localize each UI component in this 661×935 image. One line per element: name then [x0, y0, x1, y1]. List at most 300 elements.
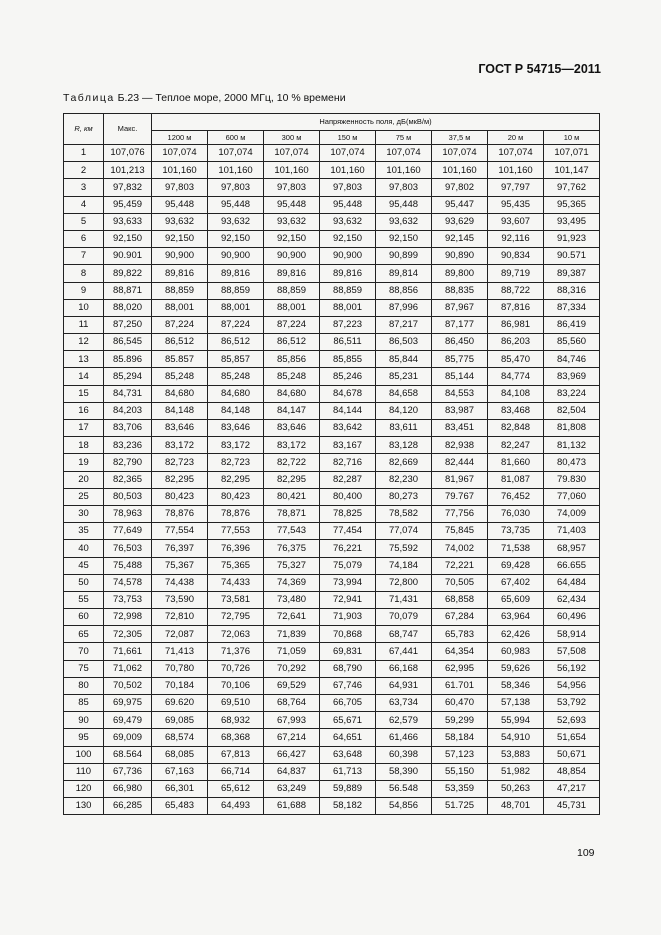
distance-cell: 8 — [64, 265, 104, 282]
value-cell: 71,376 — [208, 643, 264, 660]
value-cell: 75,079 — [320, 557, 376, 574]
value-cell: 86,503 — [376, 334, 432, 351]
value-cell: 57,138 — [488, 695, 544, 712]
value-cell: 75,488 — [104, 557, 152, 574]
column-header-max: Макс. — [104, 114, 152, 145]
value-cell: 82,938 — [432, 437, 488, 454]
value-cell: 80,273 — [376, 488, 432, 505]
value-cell: 85,231 — [376, 368, 432, 385]
value-cell: 86,512 — [152, 334, 208, 351]
value-cell: 82,723 — [152, 454, 208, 471]
value-cell: 81,132 — [544, 437, 600, 454]
table-row — [64, 420, 600, 437]
value-cell: 69,831 — [320, 643, 376, 660]
value-cell: 74,002 — [432, 540, 488, 557]
value-cell: 64,493 — [208, 798, 264, 815]
value-cell: 67,441 — [376, 643, 432, 660]
value-cell: 101,160 — [208, 162, 264, 179]
value-cell: 80,423 — [208, 488, 264, 505]
value-cell: 68,957 — [544, 540, 600, 557]
distance-cell: 50 — [64, 574, 104, 591]
value-cell: 85,248 — [208, 368, 264, 385]
value-cell: 70,726 — [208, 660, 264, 677]
value-cell: 51.725 — [432, 798, 488, 815]
distance-cell: 14 — [64, 368, 104, 385]
distance-cell: 70 — [64, 643, 104, 660]
value-cell: 93,495 — [544, 213, 600, 230]
value-cell: 86,512 — [208, 334, 264, 351]
value-cell: 84,148 — [208, 402, 264, 419]
value-cell: 82,723 — [208, 454, 264, 471]
value-cell: 67,284 — [432, 609, 488, 626]
value-cell: 63,648 — [320, 746, 376, 763]
value-cell: 83,236 — [104, 437, 152, 454]
value-cell: 85,857 — [208, 351, 264, 368]
value-cell: 62,579 — [376, 712, 432, 729]
value-cell: 107,074 — [376, 145, 432, 162]
value-cell: 58,914 — [544, 626, 600, 643]
value-cell: 77,554 — [152, 523, 208, 540]
value-cell: 73,994 — [320, 574, 376, 591]
value-cell: 47,217 — [544, 780, 600, 797]
value-cell: 84,553 — [432, 385, 488, 402]
distance-cell: 15 — [64, 385, 104, 402]
distance-cell: 75 — [64, 660, 104, 677]
value-cell: 75,845 — [432, 523, 488, 540]
value-cell: 68.564 — [104, 746, 152, 763]
value-cell: 71,062 — [104, 660, 152, 677]
distance-cell: 2 — [64, 162, 104, 179]
distance-cell: 60 — [64, 609, 104, 626]
value-cell: 68,932 — [208, 712, 264, 729]
table-row — [64, 402, 600, 419]
table-row — [64, 729, 600, 746]
value-cell: 93,632 — [376, 213, 432, 230]
distance-cell: 20 — [64, 471, 104, 488]
table-row — [64, 557, 600, 574]
value-cell: 66.655 — [544, 557, 600, 574]
value-cell: 83,706 — [104, 420, 152, 437]
value-cell: 89,800 — [432, 265, 488, 282]
value-cell: 64,651 — [320, 729, 376, 746]
distance-cell: 5 — [64, 213, 104, 230]
value-cell: 74,438 — [152, 574, 208, 591]
value-cell: 74,369 — [264, 574, 320, 591]
value-cell: 64,484 — [544, 574, 600, 591]
value-cell: 59,889 — [320, 780, 376, 797]
column-group-header: Напряженность поля, дБ(мкВ/м) — [152, 114, 600, 131]
value-cell: 73,480 — [264, 591, 320, 608]
value-cell: 97,803 — [264, 179, 320, 196]
value-cell: 92,145 — [432, 230, 488, 247]
value-cell: 89,816 — [208, 265, 264, 282]
value-cell: 82,722 — [264, 454, 320, 471]
value-cell: 85,470 — [488, 351, 544, 368]
value-cell: 92,150 — [264, 230, 320, 247]
table-row — [64, 505, 600, 522]
value-cell: 97,803 — [152, 179, 208, 196]
value-cell: 88,835 — [432, 282, 488, 299]
value-cell: 66,168 — [376, 660, 432, 677]
value-cell: 75,367 — [152, 557, 208, 574]
value-cell: 107,074 — [264, 145, 320, 162]
table-row — [64, 746, 600, 763]
distance-cell: 12 — [64, 334, 104, 351]
table-row — [64, 540, 600, 557]
value-cell: 63,964 — [488, 609, 544, 626]
value-cell: 67,993 — [264, 712, 320, 729]
distance-cell: 35 — [64, 523, 104, 540]
value-cell: 85,560 — [544, 334, 600, 351]
value-cell: 85,248 — [264, 368, 320, 385]
distance-cell: 18 — [64, 437, 104, 454]
value-cell: 85.857 — [152, 351, 208, 368]
value-cell: 90.571 — [544, 248, 600, 265]
value-cell: 80,473 — [544, 454, 600, 471]
value-cell: 85,294 — [104, 368, 152, 385]
value-cell: 87,224 — [264, 316, 320, 333]
value-cell: 72,795 — [208, 609, 264, 626]
value-cell: 86,450 — [432, 334, 488, 351]
value-cell: 92,150 — [376, 230, 432, 247]
value-cell: 97,803 — [376, 179, 432, 196]
distance-cell: 19 — [64, 454, 104, 471]
value-cell: 68,368 — [208, 729, 264, 746]
value-cell: 95,459 — [104, 196, 152, 213]
height-header: 37,5 м — [432, 131, 488, 145]
value-cell: 95,448 — [152, 196, 208, 213]
value-cell: 74,009 — [544, 505, 600, 522]
value-cell: 62,434 — [544, 591, 600, 608]
value-cell: 58,346 — [488, 677, 544, 694]
value-cell: 83,172 — [264, 437, 320, 454]
table-row — [64, 213, 600, 230]
value-cell: 64,354 — [432, 643, 488, 660]
value-cell: 85,144 — [432, 368, 488, 385]
value-cell: 77,060 — [544, 488, 600, 505]
value-cell: 83,468 — [488, 402, 544, 419]
value-cell: 45,731 — [544, 798, 600, 815]
value-cell: 75,327 — [264, 557, 320, 574]
value-cell: 70,868 — [320, 626, 376, 643]
value-cell: 71,403 — [544, 523, 600, 540]
value-cell: 72,941 — [320, 591, 376, 608]
value-cell: 95,448 — [320, 196, 376, 213]
value-cell: 72,063 — [208, 626, 264, 643]
distance-cell: 40 — [64, 540, 104, 557]
value-cell: 82,295 — [264, 471, 320, 488]
value-cell: 91,923 — [544, 230, 600, 247]
value-cell: 70,505 — [432, 574, 488, 591]
value-cell: 54,910 — [488, 729, 544, 746]
table-caption-label: Таблица — [63, 92, 115, 104]
distance-cell: 17 — [64, 420, 104, 437]
value-cell: 90,899 — [376, 248, 432, 265]
value-cell: 69,085 — [152, 712, 208, 729]
value-cell: 95,435 — [488, 196, 544, 213]
table-row — [64, 145, 600, 162]
value-cell: 83,987 — [432, 402, 488, 419]
value-cell: 54,856 — [376, 798, 432, 815]
value-cell: 71,538 — [488, 540, 544, 557]
value-cell: 76,452 — [488, 488, 544, 505]
value-cell: 66,705 — [320, 695, 376, 712]
value-cell: 51,982 — [488, 763, 544, 780]
value-cell: 60,496 — [544, 609, 600, 626]
value-cell: 52,693 — [544, 712, 600, 729]
value-cell: 95,448 — [376, 196, 432, 213]
value-cell: 88,316 — [544, 282, 600, 299]
value-cell: 69,510 — [208, 695, 264, 712]
distance-cell: 85 — [64, 695, 104, 712]
table-row — [64, 282, 600, 299]
value-cell: 86,511 — [320, 334, 376, 351]
value-cell: 107,076 — [104, 145, 152, 162]
distance-cell: 4 — [64, 196, 104, 213]
distance-cell: 11 — [64, 316, 104, 333]
value-cell: 107,074 — [488, 145, 544, 162]
value-cell: 58,182 — [320, 798, 376, 815]
value-cell: 74,578 — [104, 574, 152, 591]
value-cell: 76,397 — [152, 540, 208, 557]
value-cell: 101,160 — [488, 162, 544, 179]
value-cell: 87,217 — [376, 316, 432, 333]
value-cell: 81,808 — [544, 420, 600, 437]
document-number: ГОСТ Р 54715—2011 — [478, 62, 601, 76]
value-cell: 84,680 — [264, 385, 320, 402]
value-cell: 48,854 — [544, 763, 600, 780]
table-row — [64, 299, 600, 316]
table-row — [64, 265, 600, 282]
value-cell: 56.548 — [376, 780, 432, 797]
value-cell: 101,147 — [544, 162, 600, 179]
value-cell: 73,581 — [208, 591, 264, 608]
value-cell: 86,203 — [488, 334, 544, 351]
distance-cell: 10 — [64, 299, 104, 316]
value-cell: 71,839 — [264, 626, 320, 643]
table-row — [64, 677, 600, 694]
value-cell: 73,735 — [488, 523, 544, 540]
value-cell: 88,020 — [104, 299, 152, 316]
value-cell: 88,856 — [376, 282, 432, 299]
value-cell: 59,299 — [432, 712, 488, 729]
value-cell: 70,106 — [208, 677, 264, 694]
value-cell: 90,900 — [152, 248, 208, 265]
value-cell: 83,172 — [152, 437, 208, 454]
value-cell: 60,983 — [488, 643, 544, 660]
value-cell: 72,087 — [152, 626, 208, 643]
height-header: 1200 м — [152, 131, 208, 145]
value-cell: 107,074 — [320, 145, 376, 162]
value-cell: 88,859 — [208, 282, 264, 299]
value-cell: 76,375 — [264, 540, 320, 557]
value-cell: 71,903 — [320, 609, 376, 626]
value-cell: 95,447 — [432, 196, 488, 213]
value-cell: 85,246 — [320, 368, 376, 385]
value-cell: 61,688 — [264, 798, 320, 815]
table-caption-text: Б.23 — Теплое море, 2000 МГц, 10 % времени — [114, 92, 346, 104]
value-cell: 87,816 — [488, 299, 544, 316]
height-header: 75 м — [376, 131, 432, 145]
value-cell: 70,780 — [152, 660, 208, 677]
value-cell: 83,172 — [208, 437, 264, 454]
value-cell: 66,301 — [152, 780, 208, 797]
value-cell: 75,592 — [376, 540, 432, 557]
value-cell: 77,649 — [104, 523, 152, 540]
value-cell: 82,444 — [432, 454, 488, 471]
table-row — [64, 179, 600, 196]
page-number: 109 — [577, 847, 595, 859]
table-row — [64, 660, 600, 677]
value-cell: 76,503 — [104, 540, 152, 557]
value-cell: 76,396 — [208, 540, 264, 557]
value-cell: 93,629 — [432, 213, 488, 230]
value-cell: 55,150 — [432, 763, 488, 780]
value-cell: 83,646 — [264, 420, 320, 437]
value-cell: 64,931 — [376, 677, 432, 694]
value-cell: 85,855 — [320, 351, 376, 368]
value-cell: 90,834 — [488, 248, 544, 265]
value-cell: 84,147 — [264, 402, 320, 419]
table-row — [64, 248, 600, 265]
value-cell: 101,160 — [264, 162, 320, 179]
table-body — [64, 145, 600, 815]
table-row — [64, 230, 600, 247]
value-cell: 66,714 — [208, 763, 264, 780]
value-cell: 67,736 — [104, 763, 152, 780]
value-cell: 82,504 — [544, 402, 600, 419]
distance-cell: 25 — [64, 488, 104, 505]
value-cell: 97,803 — [320, 179, 376, 196]
value-cell: 92,116 — [488, 230, 544, 247]
value-cell: 89,816 — [320, 265, 376, 282]
height-header: 150 м — [320, 131, 376, 145]
distance-cell: 16 — [64, 402, 104, 419]
table-row — [64, 471, 600, 488]
distance-cell: 9 — [64, 282, 104, 299]
value-cell: 95,365 — [544, 196, 600, 213]
value-cell: 78,871 — [264, 505, 320, 522]
value-cell: 88,859 — [152, 282, 208, 299]
value-cell: 78,876 — [208, 505, 264, 522]
value-cell: 84,678 — [320, 385, 376, 402]
distance-cell: 6 — [64, 230, 104, 247]
table-row — [64, 763, 600, 780]
value-cell: 77,543 — [264, 523, 320, 540]
value-cell: 87,996 — [376, 299, 432, 316]
value-cell: 84,148 — [152, 402, 208, 419]
value-cell: 92,150 — [320, 230, 376, 247]
value-cell: 88,001 — [264, 299, 320, 316]
table-row — [64, 626, 600, 643]
value-cell: 84,120 — [376, 402, 432, 419]
value-cell: 89,816 — [264, 265, 320, 282]
value-cell: 81,660 — [488, 454, 544, 471]
value-cell: 88,871 — [104, 282, 152, 299]
table-row — [64, 316, 600, 333]
field-strength-table — [63, 113, 600, 815]
value-cell: 68,747 — [376, 626, 432, 643]
value-cell: 70,184 — [152, 677, 208, 694]
value-cell: 88,859 — [264, 282, 320, 299]
table-row — [64, 454, 600, 471]
value-cell: 87,223 — [320, 316, 376, 333]
value-cell: 101,160 — [432, 162, 488, 179]
value-cell: 72,810 — [152, 609, 208, 626]
value-cell: 88,001 — [152, 299, 208, 316]
value-cell: 72,998 — [104, 609, 152, 626]
value-cell: 83,642 — [320, 420, 376, 437]
value-cell: 83,969 — [544, 368, 600, 385]
value-cell: 57,508 — [544, 643, 600, 660]
distance-cell: 30 — [64, 505, 104, 522]
value-cell: 84,144 — [320, 402, 376, 419]
value-cell: 93,632 — [320, 213, 376, 230]
value-cell: 87,177 — [432, 316, 488, 333]
value-cell: 107,071 — [544, 145, 600, 162]
value-cell: 87,334 — [544, 299, 600, 316]
value-cell: 77,756 — [432, 505, 488, 522]
value-cell: 53,883 — [488, 746, 544, 763]
value-cell: 97,803 — [208, 179, 264, 196]
value-cell: 56,192 — [544, 660, 600, 677]
value-cell: 67,813 — [208, 746, 264, 763]
table-caption — [63, 92, 346, 104]
table-row — [64, 798, 600, 815]
value-cell: 89,822 — [104, 265, 152, 282]
value-cell: 82,848 — [488, 420, 544, 437]
value-cell: 66,980 — [104, 780, 152, 797]
value-cell: 90,900 — [320, 248, 376, 265]
value-cell: 65,483 — [152, 798, 208, 815]
height-header: 300 м — [264, 131, 320, 145]
value-cell: 82,287 — [320, 471, 376, 488]
value-cell: 77,074 — [376, 523, 432, 540]
value-cell: 97,762 — [544, 179, 600, 196]
value-cell: 86,419 — [544, 316, 600, 333]
distance-cell: 100 — [64, 746, 104, 763]
value-cell: 77,553 — [208, 523, 264, 540]
distance-cell: 130 — [64, 798, 104, 815]
value-cell: 69,428 — [488, 557, 544, 574]
value-cell: 75,365 — [208, 557, 264, 574]
value-cell: 58,184 — [432, 729, 488, 746]
value-cell: 83,646 — [152, 420, 208, 437]
table-row — [64, 712, 600, 729]
value-cell: 71,431 — [376, 591, 432, 608]
value-cell: 107,074 — [432, 145, 488, 162]
value-cell: 92,150 — [104, 230, 152, 247]
value-cell: 95,448 — [208, 196, 264, 213]
value-cell: 82,790 — [104, 454, 152, 471]
distance-cell: 80 — [64, 677, 104, 694]
value-cell: 51,654 — [544, 729, 600, 746]
value-cell: 73,753 — [104, 591, 152, 608]
value-cell: 80,503 — [104, 488, 152, 505]
column-header-distance: R, км — [64, 114, 104, 145]
value-cell: 54,956 — [544, 677, 600, 694]
value-cell: 79.767 — [432, 488, 488, 505]
value-cell: 89,814 — [376, 265, 432, 282]
value-cell: 89,387 — [544, 265, 600, 282]
value-cell: 50,263 — [488, 780, 544, 797]
value-cell: 72,305 — [104, 626, 152, 643]
value-cell: 78,825 — [320, 505, 376, 522]
value-cell: 74,184 — [376, 557, 432, 574]
value-cell: 48,701 — [488, 798, 544, 815]
distance-cell: 90 — [64, 712, 104, 729]
value-cell: 88,001 — [208, 299, 264, 316]
